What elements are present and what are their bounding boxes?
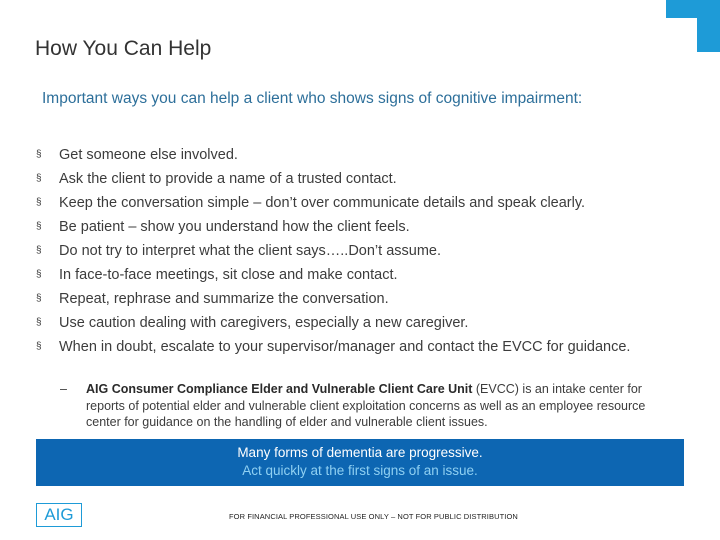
- list-item: § Ask the client to provide a name of a trusted contact.: [36, 167, 676, 191]
- footer-disclaimer: FOR FINANCIAL PROFESSIONAL USE ONLY – NOT FOR PUBLIC DISTRIBUTION: [229, 512, 518, 521]
- bullet-marker-icon: §: [36, 341, 42, 352]
- list-item: § Keep the conversation simple – don’t over communicate details and speak clearly.: [36, 191, 676, 215]
- aig-logo: AIG: [36, 503, 82, 527]
- banner-line-2: Act quickly at the first signs of an issue.: [242, 463, 478, 478]
- list-item: § Be patient – show you understand how the client feels.: [36, 215, 676, 239]
- evcc-unit-name: AIG Consumer Compliance Elder and Vulnerable Client Care Unit: [86, 382, 473, 396]
- bullet-marker-icon: §: [36, 269, 42, 280]
- list-item: § Use caution dealing with caregivers, especially a new caregiver.: [36, 311, 676, 335]
- corner-accent-horizontal: [666, 0, 720, 18]
- page-title: How You Can Help: [35, 37, 212, 60]
- bullet-marker-icon: §: [36, 221, 42, 232]
- intro-subtitle: Important ways you can help a client who shows signs of cognitive impairment:: [42, 90, 583, 107]
- evcc-sub-bullet: [60, 381, 670, 431]
- bullet-marker-icon: §: [36, 197, 42, 208]
- tips-list: [36, 143, 676, 356]
- list-item: § When in doubt, escalate to your supervisor/manager and contact the EVCC for guidance.: [36, 339, 631, 355]
- evcc-description: (EVCC) is an intake center for reports of potential elder and vulnerable client exploitation concerns as well as an employee resource center for guidance on the handling of elder and vulnerable client issues.: [86, 382, 646, 429]
- callout-banner: [36, 439, 684, 486]
- bullet-marker-icon: §: [36, 293, 42, 304]
- bullet-marker-icon: §: [36, 149, 42, 160]
- list-item: § Get someone else involved.: [36, 143, 676, 167]
- list-item: § In face-to-face meetings, sit close and make contact.: [36, 263, 676, 287]
- list-item: § Do not try to interpret what the client says…..Don’t assume.: [36, 239, 676, 263]
- bullet-marker-icon: §: [36, 317, 42, 328]
- dash-marker: –: [60, 382, 67, 396]
- bullet-marker-icon: §: [36, 173, 42, 184]
- list-item: § Repeat, rephrase and summarize the conversation.: [36, 287, 676, 311]
- banner-line-1: Many forms of dementia are progressive.: [237, 445, 483, 460]
- bullet-marker-icon: §: [36, 245, 42, 256]
